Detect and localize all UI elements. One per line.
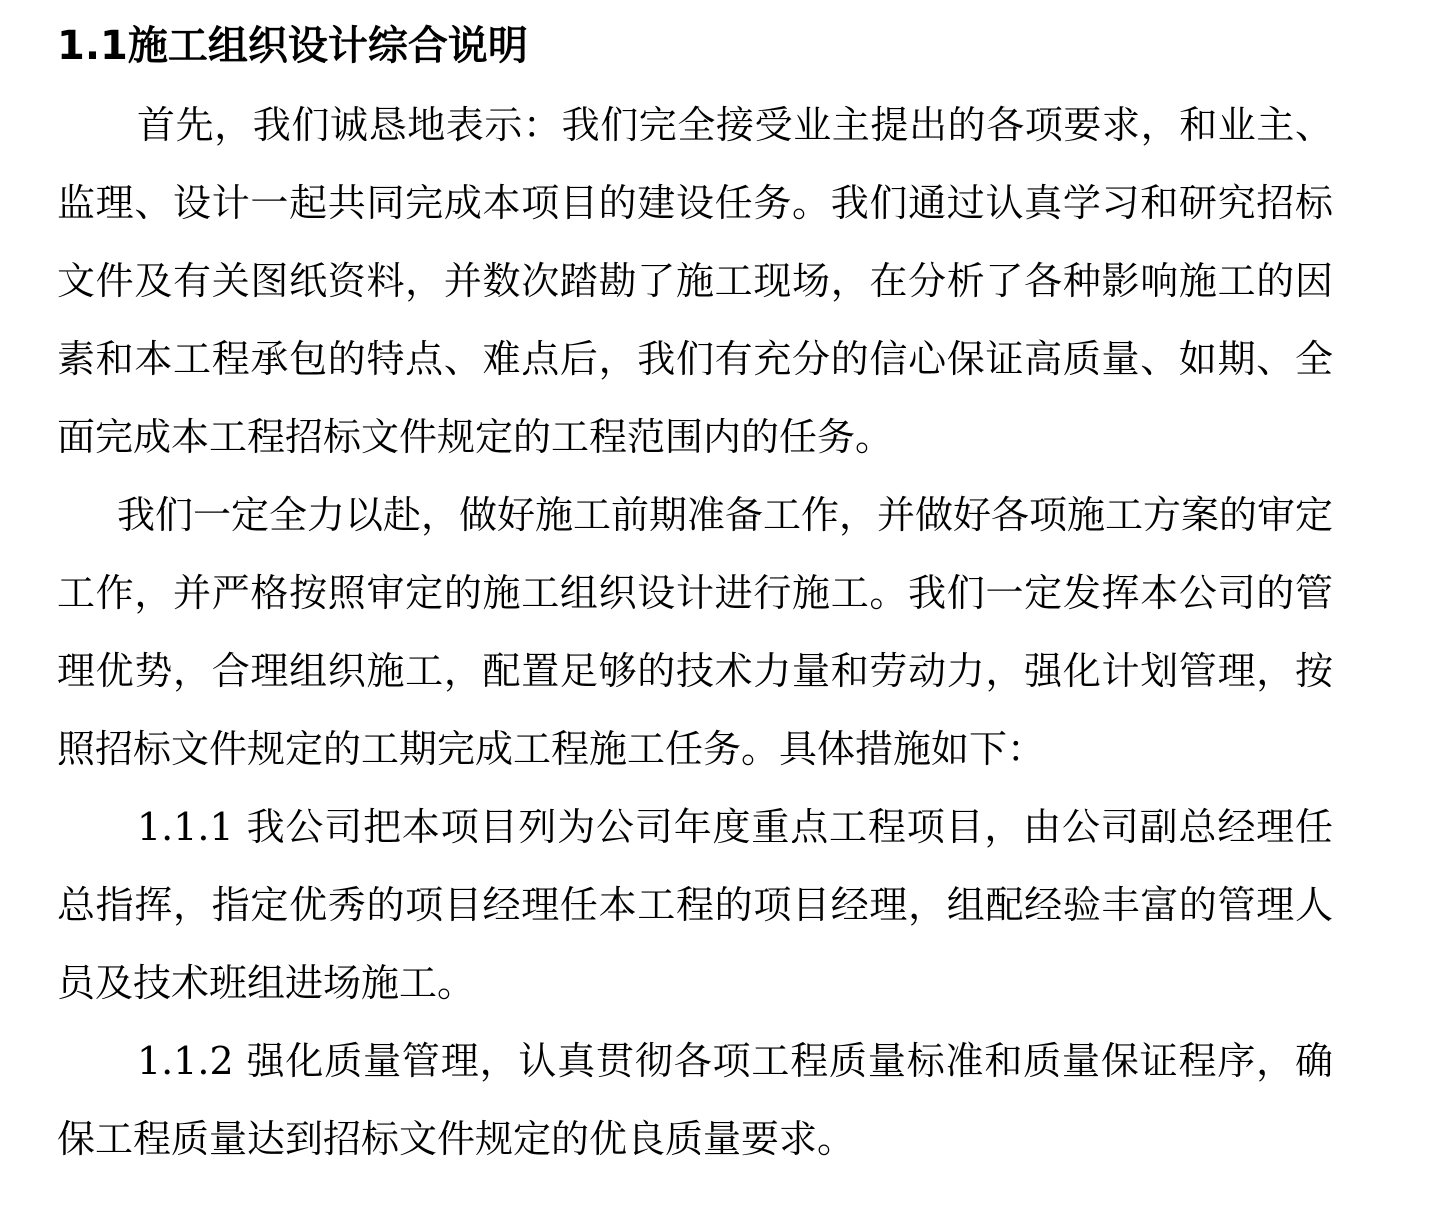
paragraph-measure-1-1-1: 1.1.1 我公司把本项目列为公司年度重点工程项目，由公司副总经理任总指挥，指定优秀的项目经理任本工程的项目经理，组配经验丰富的管理人员及技术班组进场施工。 [57,805,1333,1005]
document-page [57,16,1333,1178]
section-heading: 1.1施工组织设计综合说明 [57,23,528,69]
paragraph-measure-1-1-2: 1.1.2 强化质量管理，认真贯彻各项工程质量标准和质量保证程序，确保工程质量达到招标文件规定的优良质量要求。 [57,1039,1333,1161]
paragraph-commitment: 我们一定全力以赴，做好施工前期准备工作，并做好各项施工方案的审定工作，并严格按照审定的施工组织设计进行施工。我们一定发挥本公司的管理优势，合理组织施工，配置足够的技术力量和劳动力，强化计划管理，按照招标文件规定的工期完成工程施工任务。具体措施如下： [57,493,1334,771]
paragraph-intro: 首先，我们诚恳地表示：我们完全接受业主提出的各项要求，和业主、监理、设计一起共同完成本项目的建设任务。我们通过认真学习和研究招标文件及有关图纸资料，并数次踏勘了施工现场，在分析了各种影响施工的因素和本工程承包的特点、难点后，我们有充分的信心保证高质量、如期、全面完成本工程招标文件规定的工程范围内的任务。 [57,103,1333,459]
